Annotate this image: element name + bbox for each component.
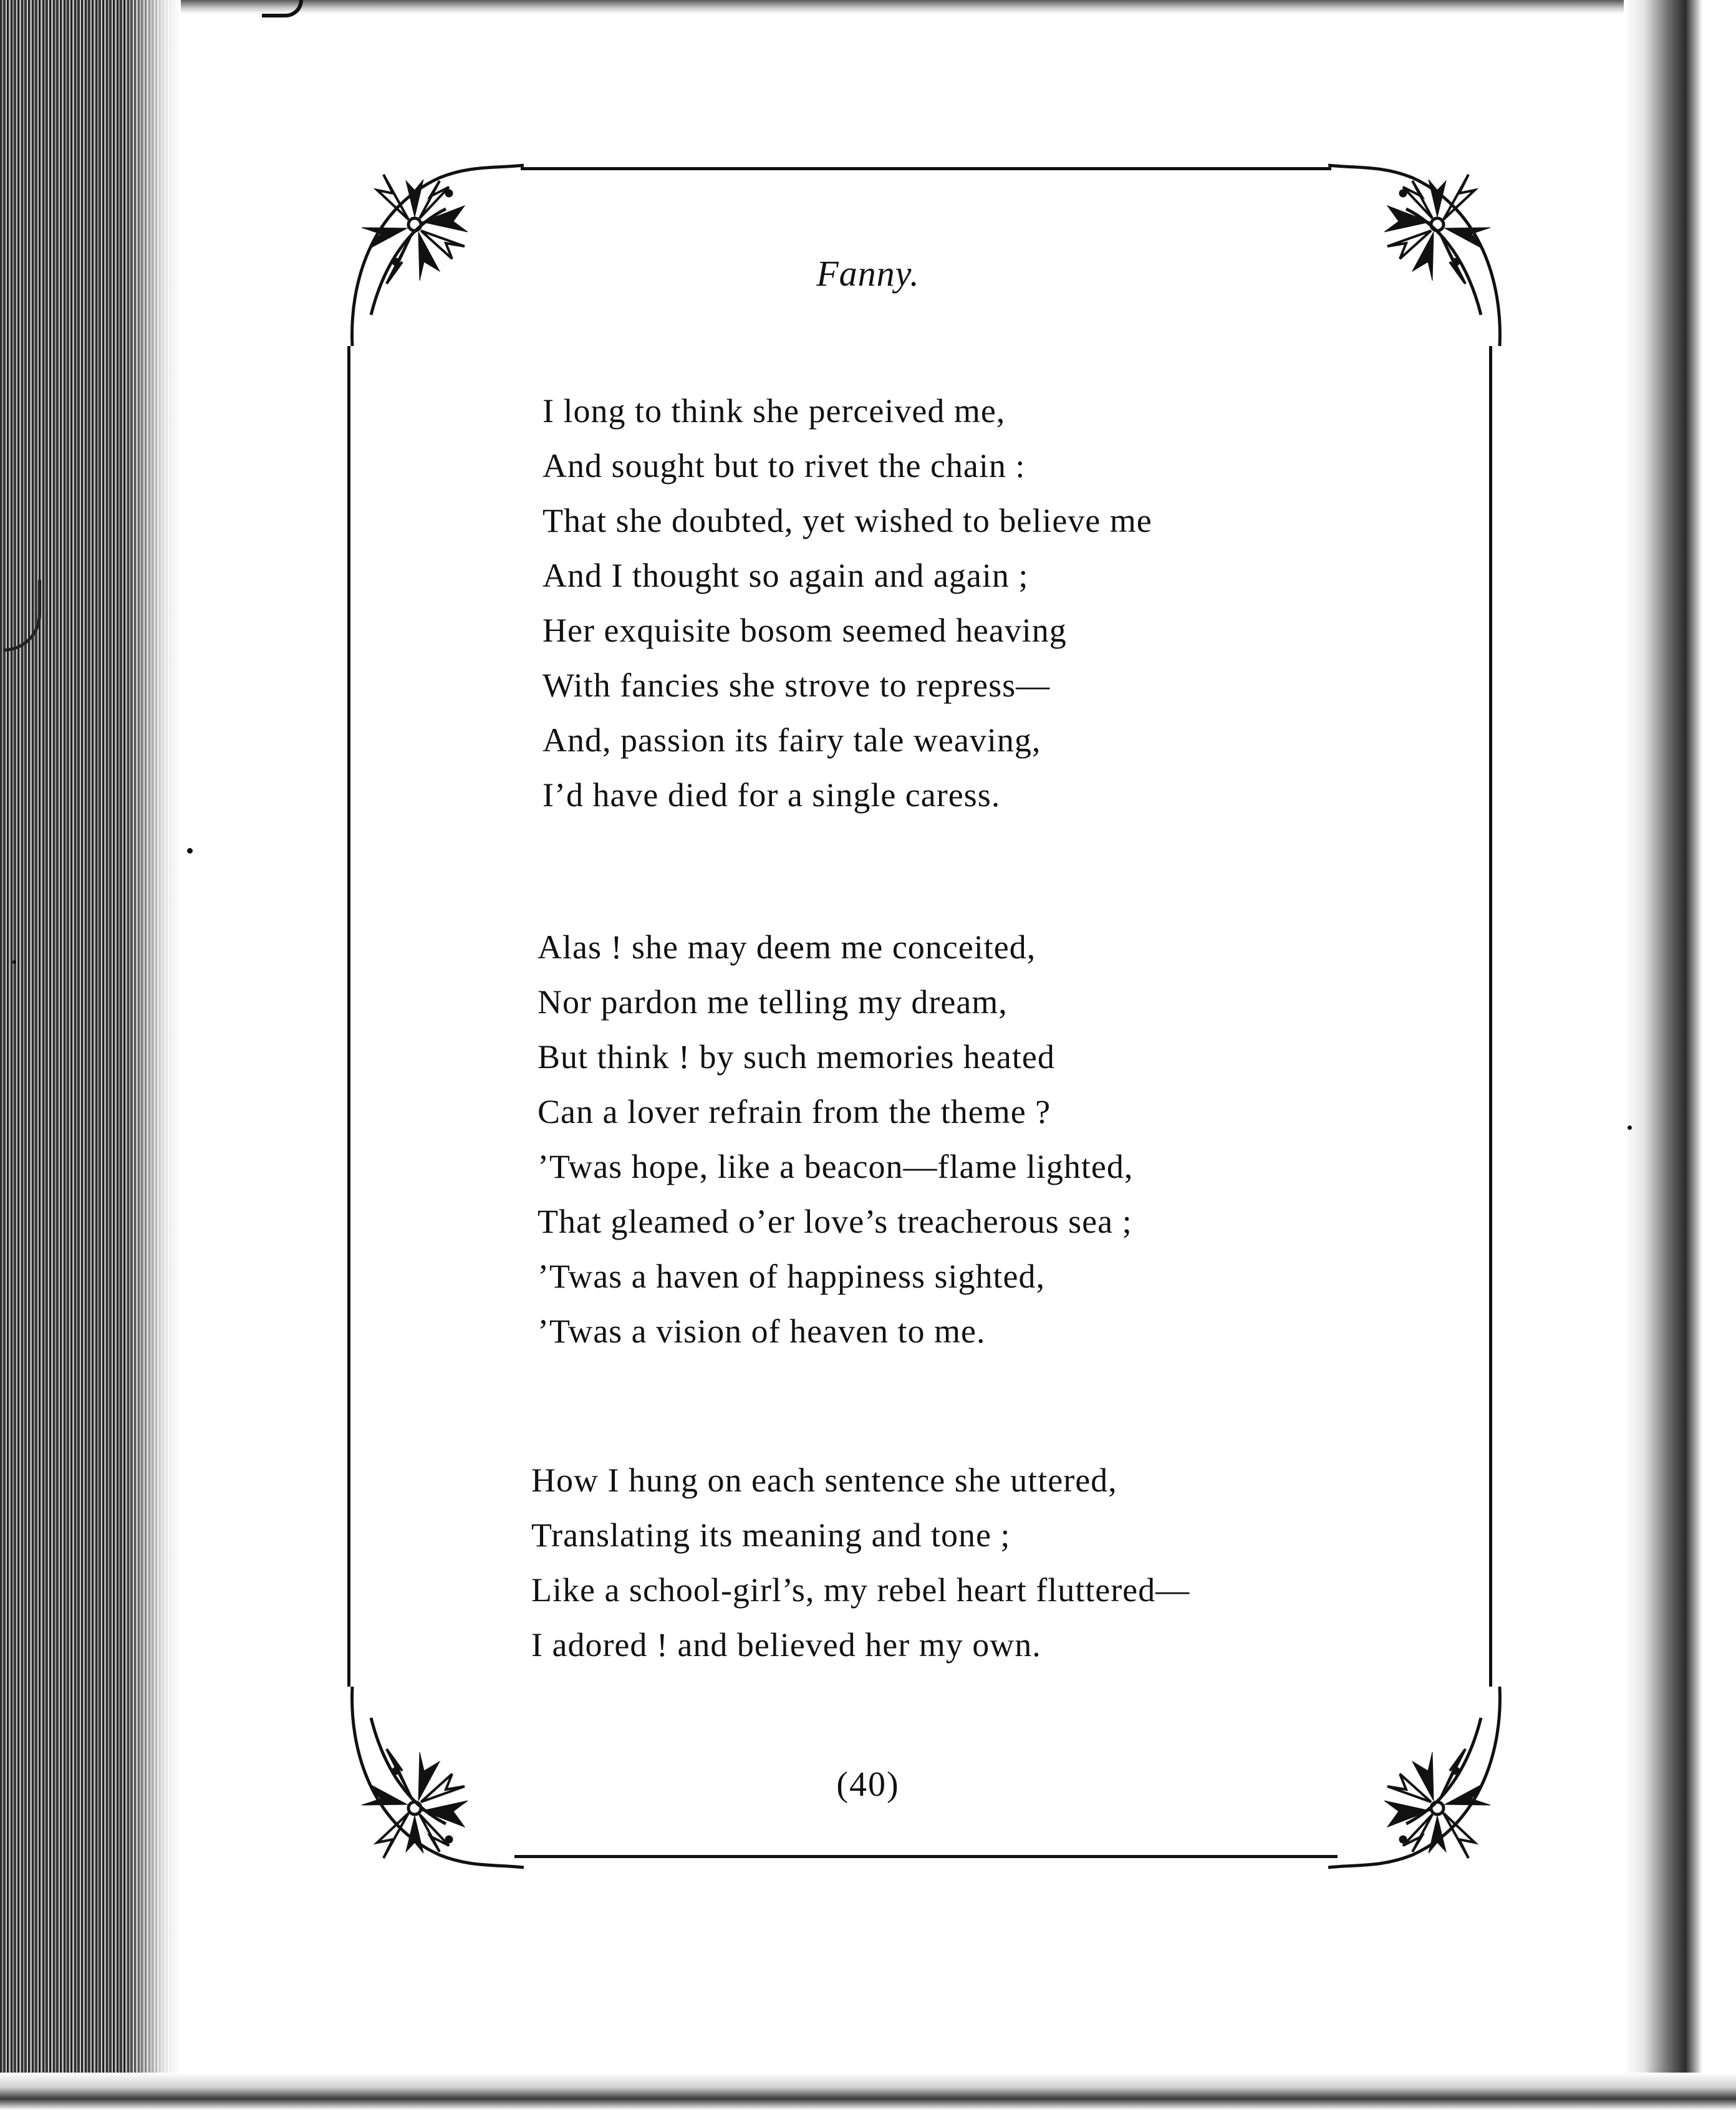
page-number: (40)	[836, 1765, 900, 1804]
poem-line: ’Twas a haven of happiness sighted,	[538, 1258, 1046, 1295]
poem-line: Her exquisite bosom seemed heaving	[542, 612, 1067, 649]
poem-line: Like a school-girl’s, my rebel heart fluttered—	[531, 1571, 1190, 1609]
poem-line: That she doubted, yet wished to believe me	[542, 502, 1152, 539]
stanza-3	[531, 1453, 1190, 1672]
poem-line: Alas ! she may deem me conceited,	[538, 928, 1036, 966]
frame-rule-bottom	[514, 1855, 1338, 1858]
poem-line: And sought but to rivet the chain :	[542, 447, 1026, 484]
scan-speck	[187, 848, 193, 854]
poem-line: With fancies she strove to repress—	[542, 667, 1051, 704]
scan-speck	[12, 960, 16, 964]
scan-speck	[1628, 1125, 1632, 1130]
poem-line: How I hung on each sentence she uttered,	[531, 1462, 1117, 1499]
poem-line: I adored ! and believed her my own.	[531, 1626, 1041, 1664]
poem-line: And I thought so again and again ;	[542, 557, 1029, 594]
frame-rule-top	[521, 167, 1331, 170]
poem-line: Nor pardon me telling my dream,	[538, 983, 1008, 1021]
poem-line: Translating its meaning and tone ;	[531, 1516, 1011, 1554]
running-title: Fanny.	[816, 253, 920, 294]
poem-line: But think ! by such memories heated	[538, 1038, 1055, 1076]
poem-line: I long to think she perceived me,	[542, 392, 1006, 430]
poem-line: That gleamed o’er love’s treacherous sea ;	[538, 1203, 1132, 1240]
poem-line: Can a lover refrain from the theme ?	[538, 1093, 1051, 1130]
stanza-2	[538, 920, 1133, 1359]
poem-line: And, passion its fairy tale weaving,	[542, 721, 1041, 759]
poem-line: ’Twas a vision of heaven to me.	[538, 1313, 986, 1350]
poem-line: I’d have died for a single caress.	[542, 776, 1001, 814]
page-edge-bottom	[0, 2073, 1736, 2110]
frame-rule-right	[1489, 346, 1492, 1687]
page-edge-top	[0, 0, 1736, 14]
scan-mark	[262, 0, 303, 17]
stanza-1	[542, 383, 1152, 822]
poem-line: ’Twas hope, like a beacon—flame lighted,	[538, 1148, 1134, 1185]
frame-rule-left	[347, 346, 350, 1687]
